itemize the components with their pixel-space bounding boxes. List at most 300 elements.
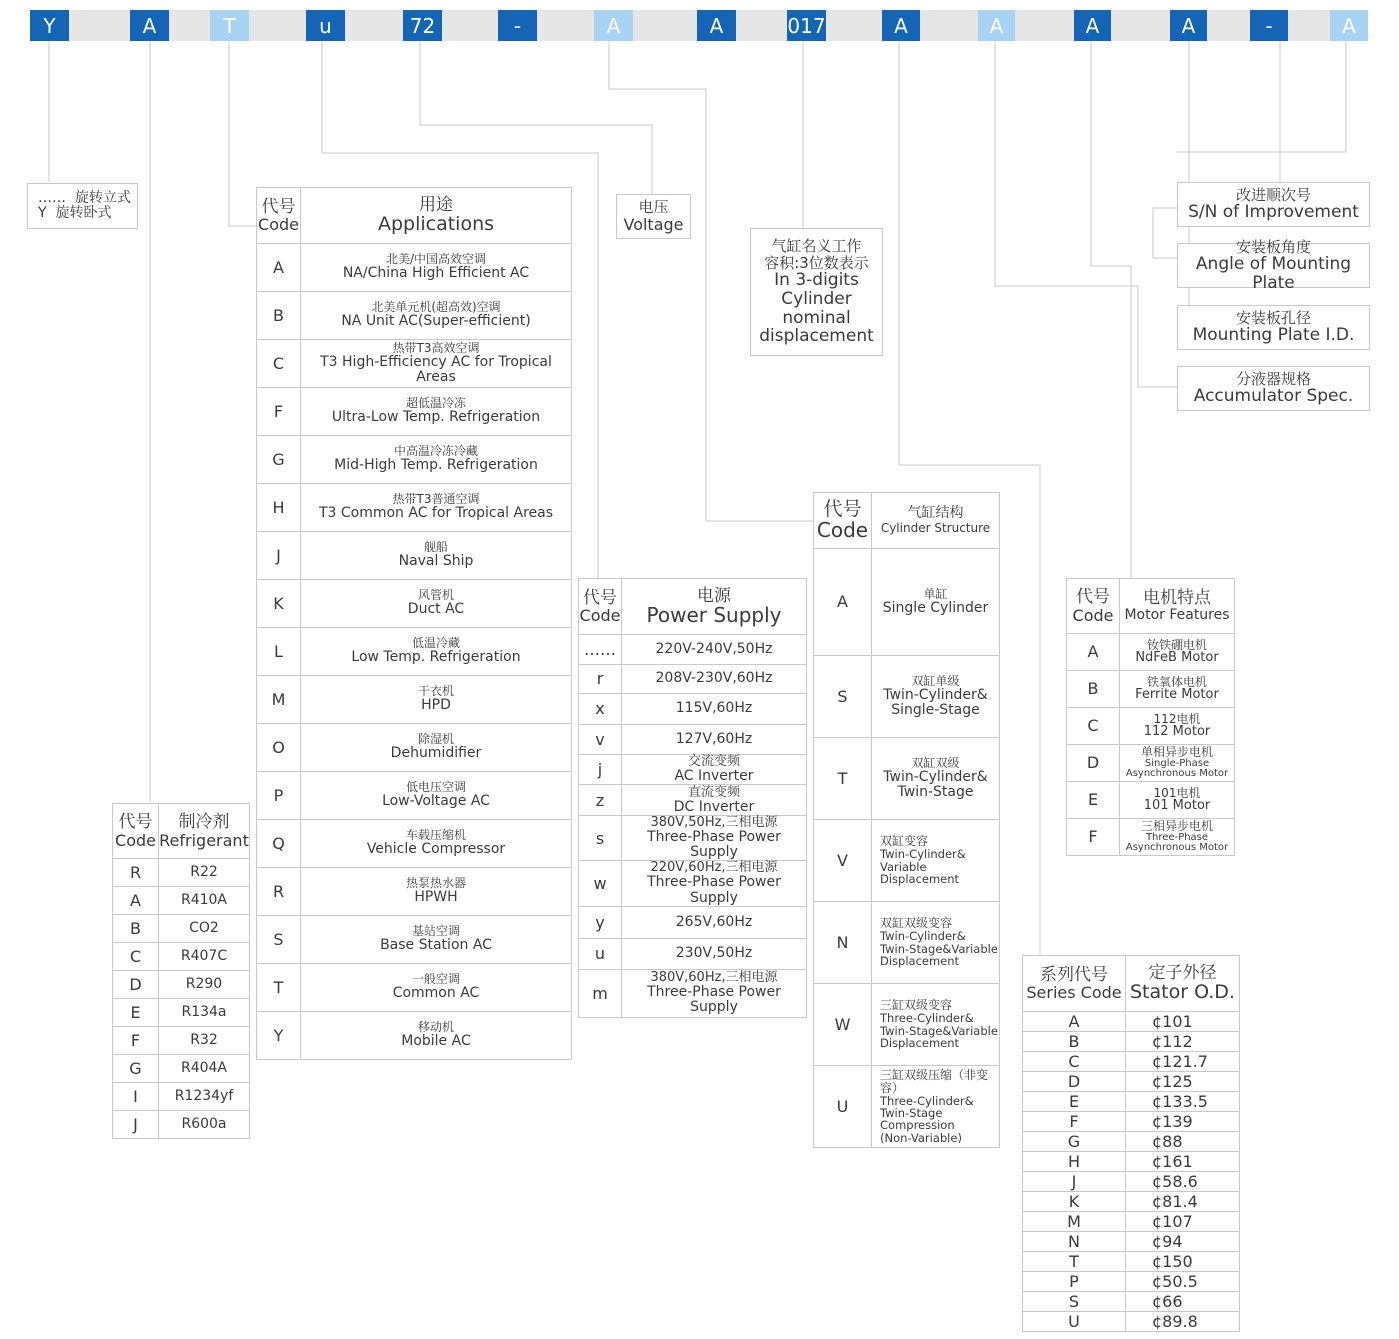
applications-desc-cn: 超低温冷冻: [405, 396, 466, 411]
cylinder-title-en: Cylinder Structure: [880, 520, 991, 535]
power-desc: [622, 635, 807, 665]
stator-row: [1023, 1132, 1240, 1152]
applications-desc-cn: 中高温冷冻冷藏: [393, 444, 478, 459]
stator-row: [1023, 1192, 1240, 1212]
refrigerant-row: [113, 1111, 250, 1139]
displacement-line-3: In 3-digits: [774, 270, 859, 291]
refrigerant-row: [113, 1027, 250, 1055]
refrigerant-value: CO2: [159, 915, 250, 943]
motor-desc-en: 101 Motor: [1143, 798, 1211, 814]
power-desc: [622, 694, 807, 725]
cylinder-row: [814, 549, 1000, 656]
applications-desc: [301, 340, 572, 388]
refrigerant-row: [113, 1083, 250, 1111]
voltage-en: Voltage: [623, 214, 684, 234]
cylinder-desc-en: Three-Cylinder&: [880, 1011, 974, 1026]
cylinder-code: S: [814, 656, 872, 738]
motor-row: [1067, 782, 1235, 819]
cylinder-code: U: [814, 1066, 872, 1148]
cylinder-row: [814, 984, 1000, 1066]
right-box-en-1: S/N of Improvement: [1188, 202, 1359, 223]
stator-value: ¢94: [1126, 1232, 1240, 1252]
motor-title-en: Motor Features: [1124, 606, 1230, 623]
applications-desc: [301, 820, 572, 868]
cylinder-desc: [872, 984, 1000, 1066]
cylinder-desc-en: Twin-Cylinder&: [880, 929, 966, 944]
refrigerant-code: E: [113, 999, 159, 1027]
code-chip-10: A: [882, 10, 920, 41]
refrigerant-row: [113, 887, 250, 915]
motor-code: E: [1067, 782, 1120, 819]
motor-code: C: [1067, 708, 1120, 745]
cylinder-row: [814, 656, 1000, 738]
stator-code: F: [1023, 1112, 1126, 1132]
motor-desc-en: 112 Motor: [1143, 724, 1211, 740]
rotation-type-box: [27, 183, 138, 229]
power-row: [579, 906, 807, 938]
stator-value: ¢81.4: [1126, 1192, 1240, 1212]
code-chip-2: A: [130, 10, 169, 41]
motor-desc-en: Single-Phase: [1144, 757, 1210, 769]
applications-desc-cn: 热带T3普通空调: [392, 492, 480, 507]
cylinder-desc-cn: 双缸变容: [880, 834, 929, 849]
applications-row: [257, 868, 572, 916]
applications-desc-en: T3 High-Efficiency AC for Tropical Areas: [320, 353, 552, 385]
power-row: [579, 665, 807, 694]
applications-desc: [301, 724, 572, 772]
displacement-line-2: 容积:3位数表示: [764, 253, 869, 272]
motor-code: D: [1067, 745, 1120, 782]
applications-row: [257, 676, 572, 724]
stator-row: [1023, 1292, 1240, 1312]
stator-code: H: [1023, 1152, 1126, 1172]
applications-desc-cn: 一般空调: [411, 972, 460, 987]
cylinder-desc-en: Twin-Cylinder&: [883, 686, 988, 703]
stator-row: [1023, 1312, 1240, 1332]
motor-desc: [1120, 634, 1235, 671]
cylinder-row: [814, 1066, 1000, 1148]
applications-code: O: [257, 724, 301, 772]
cylinder-desc-cn: 三缸双级变容: [880, 998, 953, 1013]
cylinder-desc: [872, 902, 1000, 984]
power-desc: [622, 816, 807, 861]
refrigerant-code: D: [113, 971, 159, 999]
right-box-en-3: Mounting Plate I.D.: [1192, 325, 1355, 346]
power-code-en: Code: [579, 606, 621, 626]
power-title-cn: 电源: [697, 585, 731, 606]
applications-code: J: [257, 532, 301, 580]
applications-desc-en: HPD: [421, 697, 451, 714]
stator-code: P: [1023, 1272, 1126, 1292]
motor-row: [1067, 708, 1235, 745]
stator-code: U: [1023, 1312, 1126, 1332]
cylinder-desc-en: Single Cylinder: [882, 599, 989, 616]
stator-value: ¢58.6: [1126, 1172, 1240, 1192]
power-desc: [622, 861, 807, 906]
applications-desc: [301, 772, 572, 820]
applications-header: [257, 188, 572, 244]
applications-row: [257, 1012, 572, 1060]
stator-row: [1023, 1092, 1240, 1112]
applications-code: M: [257, 676, 301, 724]
applications-desc: [301, 244, 572, 292]
applications-row: [257, 820, 572, 868]
power-desc: [622, 785, 807, 816]
applications-code: B: [257, 292, 301, 340]
applications-desc: [301, 532, 572, 580]
right-box-1: [1177, 182, 1370, 227]
power-desc-cn: 380V,60Hz,三相电源: [650, 970, 778, 986]
stator-code: B: [1023, 1032, 1126, 1052]
refrigerant-code: R: [113, 859, 159, 887]
applications-desc: [301, 964, 572, 1012]
refrigerant-value: R410A: [159, 887, 250, 915]
applications-desc-cn: 北美/中国高效空调: [385, 252, 487, 267]
right-box-2: [1177, 237, 1370, 293]
applications-code: K: [257, 580, 301, 628]
rotation-text-2: 旋转卧式: [55, 205, 112, 221]
applications-desc-cn: 风管机: [417, 588, 454, 603]
code-chip-7: A: [594, 10, 633, 41]
power-code: v: [579, 725, 622, 755]
power-code: s: [579, 816, 622, 861]
stator-code: S: [1023, 1292, 1126, 1312]
cylinder-desc-en: Single-Stage: [891, 701, 980, 718]
power-desc-en: Three-Phase Power Supply: [647, 984, 781, 1016]
power-row: [579, 725, 807, 755]
refrigerant-value: R22: [159, 859, 250, 887]
power-desc-en: 265V,60Hz: [675, 913, 753, 930]
power-header: [579, 579, 807, 635]
stator-row: [1023, 1072, 1240, 1092]
refrigerant-code: F: [113, 1027, 159, 1055]
refrigerant-title-en: Refrigerant: [159, 830, 249, 850]
power-title-en: Power Supply: [646, 602, 782, 627]
applications-desc-en: HPWH: [414, 889, 458, 906]
power-row: [579, 635, 807, 665]
cylinder-desc-cn: 三缸双级压缩（非变容）: [880, 1067, 989, 1095]
applications-row: [257, 964, 572, 1012]
stator-code: G: [1023, 1132, 1126, 1152]
refrigerant-value: R404A: [159, 1055, 250, 1083]
applications-desc: [301, 292, 572, 340]
applications-code: G: [257, 436, 301, 484]
applications-desc-cn: 低温冷藏: [411, 636, 460, 651]
stator-row: [1023, 1052, 1240, 1072]
applications-row: [257, 292, 572, 340]
cylinder-title-cn: 气缸结构: [907, 505, 964, 522]
motor-desc-cn: 单相异步电机: [1140, 744, 1213, 759]
power-row: [579, 969, 807, 1017]
power-row: [579, 816, 807, 861]
stator-code: M: [1023, 1212, 1126, 1232]
applications-code: R: [257, 868, 301, 916]
power-desc-cn: 220V,60Hz,三相电源: [650, 860, 778, 876]
stator-row: [1023, 1152, 1240, 1172]
power-code: x: [579, 694, 622, 725]
applications-desc-en: T3 Common AC for Tropical Areas: [318, 505, 554, 522]
power-code: w: [579, 861, 622, 906]
motor-code: B: [1067, 671, 1120, 708]
refrigerant-row: [113, 943, 250, 971]
cylinder-desc-en: (Non-Variable): [880, 1130, 962, 1145]
applications-table: [256, 187, 572, 1060]
stator-value: ¢112: [1126, 1032, 1240, 1052]
refrigerant-row: [113, 971, 250, 999]
cylinder-desc-en: Twin-Stage&Variable: [880, 1023, 998, 1038]
rotation-text-1: 旋转立式: [74, 189, 131, 206]
rotation-row-2: [38, 206, 111, 221]
motor-desc-cn: 铁氧体电机: [1146, 674, 1207, 689]
cylinder-row: [814, 820, 1000, 902]
refrigerant-code: A: [113, 887, 159, 915]
applications-row: [257, 772, 572, 820]
applications-desc-en: Mobile AC: [401, 1033, 471, 1050]
motor-desc-en: Ferrite Motor: [1135, 687, 1219, 703]
applications-desc-en: Vehicle Compressor: [366, 841, 506, 858]
applications-title-en: Applications: [377, 213, 495, 236]
applications-row: [257, 340, 572, 388]
cylinder-code: N: [814, 902, 872, 984]
refrigerant-code: I: [113, 1083, 159, 1111]
motor-code: F: [1067, 819, 1120, 856]
code-chip-13: A: [1170, 10, 1207, 41]
stator-value: ¢101: [1126, 1012, 1240, 1032]
stator-row: [1023, 1112, 1240, 1132]
applications-code: Y: [257, 1012, 301, 1060]
code-chip-4: u: [306, 10, 345, 41]
stator-code: D: [1023, 1072, 1126, 1092]
stator-value: ¢139: [1126, 1112, 1240, 1132]
power-row: [579, 755, 807, 785]
stator-value: ¢88: [1126, 1132, 1240, 1152]
stator-code: J: [1023, 1172, 1126, 1192]
stator-value: ¢89.8: [1126, 1312, 1240, 1332]
applications-desc: [301, 1012, 572, 1060]
applications-desc-en: Ultra-Low Temp. Refrigeration: [331, 409, 541, 426]
power-desc: [622, 969, 807, 1017]
motor-code-cn: 代号: [1076, 587, 1110, 608]
stator-title-en: Stator O.D.: [1130, 981, 1235, 1004]
applications-desc-en: Mid-High Temp. Refrigeration: [334, 457, 538, 474]
applications-desc: [301, 676, 572, 724]
displacement-line-5: nominal: [782, 307, 851, 328]
cylinder-code: T: [814, 738, 872, 820]
power-desc-en: 220V-240V,50Hz: [655, 640, 773, 657]
power-desc-en: AC Inverter: [674, 768, 754, 785]
stator-code: A: [1023, 1012, 1126, 1032]
right-box-3: [1177, 305, 1370, 350]
cylinder-structure-table: [813, 492, 1000, 1148]
applications-desc: [301, 916, 572, 964]
power-desc-en: Three-Phase Power Supply: [647, 829, 781, 861]
code-chip-9: 017: [787, 10, 826, 41]
cylinder-desc: [872, 738, 1000, 820]
applications-row: [257, 532, 572, 580]
cylinder-desc-cn: 双缸双级: [911, 755, 960, 770]
applications-desc-cn: 北美单元机(超高效)空调: [371, 300, 501, 315]
applications-row: [257, 628, 572, 676]
cylinder-desc-en: Variable Displacement: [880, 859, 960, 887]
refrigerant-row: [113, 859, 250, 887]
applications-desc: [301, 484, 572, 532]
motor-desc-cn: 112电机: [1153, 711, 1201, 726]
stator-code: E: [1023, 1092, 1126, 1112]
displacement-line-4: Cylinder: [781, 288, 852, 309]
applications-desc-cn: 低电压空调: [405, 780, 466, 795]
refrigerant-value: R407C: [159, 943, 250, 971]
refrigerant-code: J: [113, 1111, 159, 1139]
right-box-4: [1177, 366, 1370, 411]
motor-desc: [1120, 745, 1235, 782]
code-chip-5: 72: [403, 10, 442, 41]
cylinder-desc-cn: 双缸单级: [911, 673, 960, 688]
right-box-cn-2: 安装板角度: [1235, 237, 1311, 256]
cylinder-row: [814, 902, 1000, 984]
cylinder-desc-en: Twin-Stage: [897, 783, 974, 800]
motor-desc: [1120, 671, 1235, 708]
refrigerant-code-en: Code: [115, 830, 156, 850]
power-code: z: [579, 785, 622, 816]
applications-code: P: [257, 772, 301, 820]
motor-row: [1067, 745, 1235, 782]
cylinder-header: [814, 493, 1000, 549]
power-code: r: [579, 665, 622, 694]
power-desc-en: 115V,60Hz: [675, 700, 753, 717]
power-desc: [622, 755, 807, 785]
applications-row: [257, 484, 572, 532]
power-supply-table: [578, 578, 807, 1018]
applications-desc: [301, 580, 572, 628]
applications-row: [257, 724, 572, 772]
applications-desc-cn: 车载压缩机: [405, 828, 466, 843]
rotation-code-1: ……: [38, 189, 66, 206]
power-desc: [622, 938, 807, 969]
cylinder-desc-cn: 单缸: [923, 586, 948, 601]
applications-desc: [301, 388, 572, 436]
stator-value: ¢107: [1126, 1212, 1240, 1232]
code-chip-8: A: [697, 10, 736, 41]
refrigerant-value: R1234yf: [159, 1083, 250, 1111]
motor-desc-en: Asynchronous Motor: [1125, 842, 1229, 854]
right-box-cn-3: 安装板孔径: [1235, 308, 1311, 327]
applications-desc-cn: 干衣机: [417, 684, 454, 699]
cylinder-desc: [872, 549, 1000, 656]
cylinder-desc-en: Displacement: [880, 954, 960, 969]
power-desc-en: Three-Phase Power Supply: [647, 874, 781, 906]
power-desc: [622, 665, 807, 694]
voltage-box: [616, 194, 691, 239]
cylinder-code: V: [814, 820, 872, 902]
motor-row: [1067, 634, 1235, 671]
stator-header: [1023, 956, 1240, 1012]
applications-desc-en: Low Temp. Refrigeration: [351, 649, 521, 666]
refrigerant-code: G: [113, 1055, 159, 1083]
power-row: [579, 861, 807, 906]
cylinder-code-en: Code: [816, 517, 869, 542]
cylinder-row: [814, 738, 1000, 820]
voltage-cn: 电压: [638, 198, 669, 217]
power-desc: [622, 725, 807, 755]
stator-code: T: [1023, 1252, 1126, 1272]
motor-row: [1067, 671, 1235, 708]
power-desc-en: DC Inverter: [673, 798, 755, 815]
refrigerant-code-cn: 代号: [118, 812, 153, 833]
connector-accumulator: [995, 41, 1177, 387]
power-code: ……: [579, 635, 622, 665]
power-code-cn: 代号: [583, 587, 617, 608]
code-chip-3: T: [210, 10, 249, 41]
motor-desc-en: NdFeB Motor: [1135, 650, 1219, 666]
refrigerant-row: [113, 915, 250, 943]
code-chip-14: -: [1250, 10, 1288, 41]
applications-desc-en: Naval Ship: [398, 553, 474, 570]
code-chip-11: A: [978, 10, 1015, 41]
applications-row: [257, 916, 572, 964]
code-chip-12: A: [1074, 10, 1111, 41]
connector-applications: [229, 41, 256, 226]
refrigerant-table: [112, 803, 250, 1139]
connector-voltage: [420, 41, 652, 194]
applications-desc: [301, 628, 572, 676]
power-desc-en: 230V,50Hz: [675, 945, 753, 962]
power-desc-cn: 直流变频: [687, 784, 740, 800]
rotation-code-2: Y: [38, 205, 47, 221]
applications-desc-cn: 基站空调: [411, 924, 460, 939]
stator-value: ¢125: [1126, 1072, 1240, 1092]
applications-code: Q: [257, 820, 301, 868]
motor-code-en: Code: [1072, 605, 1114, 625]
applications-code: T: [257, 964, 301, 1012]
motor-features-table: [1066, 578, 1235, 856]
displacement-box: [750, 228, 883, 356]
cylinder-desc-en: Twin-Stage&Variable: [880, 941, 998, 956]
power-desc: [622, 906, 807, 938]
motor-desc: [1120, 708, 1235, 745]
refrigerant-code: C: [113, 943, 159, 971]
refrigerant-value: R290: [159, 971, 250, 999]
power-desc-cn: 交流变频: [687, 754, 740, 769]
motor-row: [1067, 819, 1235, 856]
cylinder-desc: [872, 656, 1000, 738]
refrigerant-value: R600a: [159, 1111, 250, 1139]
applications-desc-en: Duct AC: [407, 601, 465, 618]
refrigerant-code: B: [113, 915, 159, 943]
applications-code: L: [257, 628, 301, 676]
stator-code-cn: 系列代号: [1040, 964, 1108, 985]
power-desc-en: 127V,60Hz: [675, 730, 753, 747]
stator-row: [1023, 1012, 1240, 1032]
displacement-line-1: 气缸名义工作: [771, 237, 862, 256]
applications-desc: [301, 436, 572, 484]
applications-desc: [301, 868, 572, 916]
motor-desc-en: Three-Phase: [1145, 831, 1209, 843]
applications-code: A: [257, 244, 301, 292]
stator-value: ¢150: [1126, 1252, 1240, 1272]
motor-desc-cn: 三相异步电机: [1140, 818, 1213, 833]
applications-code-en: Code: [258, 215, 299, 235]
applications-row: [257, 580, 572, 628]
cylinder-code: W: [814, 984, 872, 1066]
applications-code: S: [257, 916, 301, 964]
power-code: j: [579, 755, 622, 785]
code-chip-15: A: [1330, 10, 1368, 41]
right-box-cn-4: 分液器规格: [1235, 369, 1311, 388]
refrigerant-title-cn: 制冷剂: [178, 812, 230, 833]
motor-header: [1067, 579, 1235, 634]
applications-title-cn: 用途: [419, 195, 453, 216]
refrigerant-value: R32: [159, 1027, 250, 1055]
